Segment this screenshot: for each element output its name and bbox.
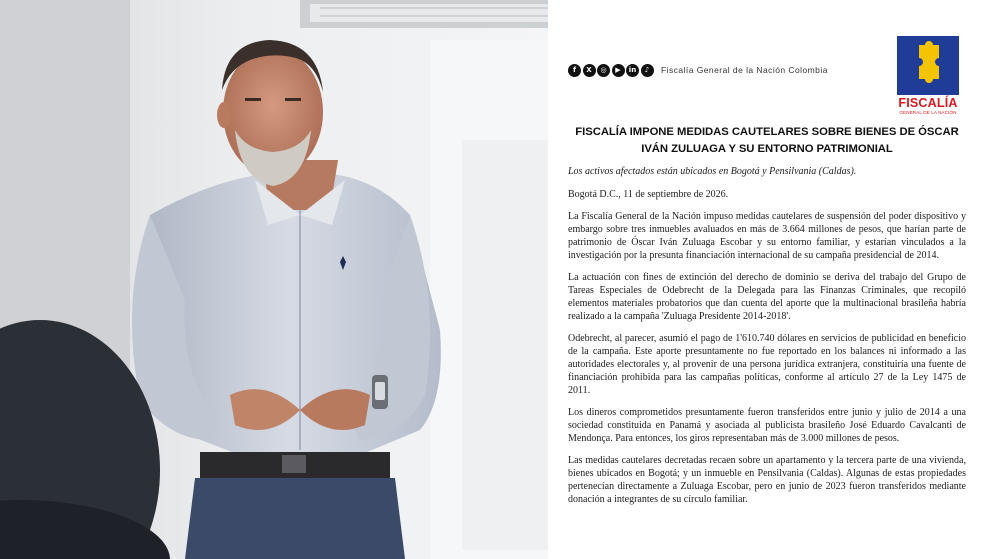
article-subtitle: Los activos afectados están ubicados en Bogotá y Pensilvania (Caldas). xyxy=(568,166,857,177)
logo-subtitle: GENERAL DE LA NACIÓN xyxy=(899,110,957,115)
facebook-icon[interactable]: f xyxy=(568,64,581,77)
instagram-icon[interactable]: ◎ xyxy=(597,64,610,77)
fiscalia-logo xyxy=(897,36,959,118)
logo-wordmark: FISCALÍA xyxy=(898,96,958,110)
article-paragraph: Los dineros comprometidos presuntamente fueron transferidos entre junio y julio de 2014 a una sociedad constituida en Panamá y asociada al publicista brasileño José Eduardo Cavalcanti de Mendonça. Para entonces, los giros representaban más de 3.000 millones de pesos. xyxy=(568,407,966,444)
article-paragraph: La actuación con fines de extinción del derecho de dominio se deriva del trabajo del Grupo de Tareas Especiales de Odebrecht de la Delegada para las Finanzas Criminales, que recopiló elementos materiales probatorios que dan cuenta del aporte que la multinacional brasileña habría realizado a la campaña 'Zuluaga Presidente 2014-2018'. xyxy=(568,272,966,322)
logo-emblem xyxy=(897,36,959,95)
social-links-bar xyxy=(568,63,828,77)
tiktok-icon[interactable]: ♪ xyxy=(641,64,654,77)
article-paragraph: La Fiscalía General de la Nación impuso medidas cautelares de suspensión del poder dispositivo y embargo sobre tres inmuebles avaluados en más de 3.664 millones de pesos, que harían parte de patrimonio de Óscar Iván Zuluaga Escobar y su entorno familiar, y estarían vinculados a la investigación por la presunta financiación internacional de su campaña presidencial de 2014. xyxy=(568,211,966,261)
x-icon[interactable]: X xyxy=(583,64,596,77)
article-dateline: Bogotá D.C., 11 de septiembre de 2026. xyxy=(568,189,729,200)
puzzle-piece-icon xyxy=(897,36,959,95)
article-paragraph: Las medidas cautelares decretadas recaen sobre un apartamento y la tercera parte de una vivienda, bienes ubicados en Bogotá; y un inmueble en Pensilvania (Caldas). Algunas de estas propiedades pertenecían directamente a Zuluaga Escobar, pero en junio de 2023 fueron transferidos mediante donación a integrantes de su círculo familiar. xyxy=(568,455,966,505)
article-paragraph: Odebrecht, al parecer, asumió el pago de 1'610.740 dólares en servicios de publicidad en beneficio de la campaña. Este aporte presuntamente no fue reportado en los balances ni informado a las autoridades electorales y, al provenir de una persona jurídica extranjera, constituiría una fuente de financiación prohibida para las campañas políticas, conforme al artículo 27 de la Ley 1475 de 2011. xyxy=(568,333,966,396)
press-release xyxy=(548,0,984,559)
organization-name: Fiscalía General de la Nación Colombia xyxy=(661,65,828,75)
article-title: FISCALÍA IMPONE MEDIDAS CAUTELARES SOBRE BIENES DE ÓSCAR IVÁN ZULUAGA Y SU ENTORNO PATRIMONIAL xyxy=(575,126,959,155)
youtube-icon[interactable]: ▶ xyxy=(612,64,625,77)
article-body xyxy=(568,124,966,515)
linkedin-icon[interactable]: in xyxy=(626,64,639,77)
